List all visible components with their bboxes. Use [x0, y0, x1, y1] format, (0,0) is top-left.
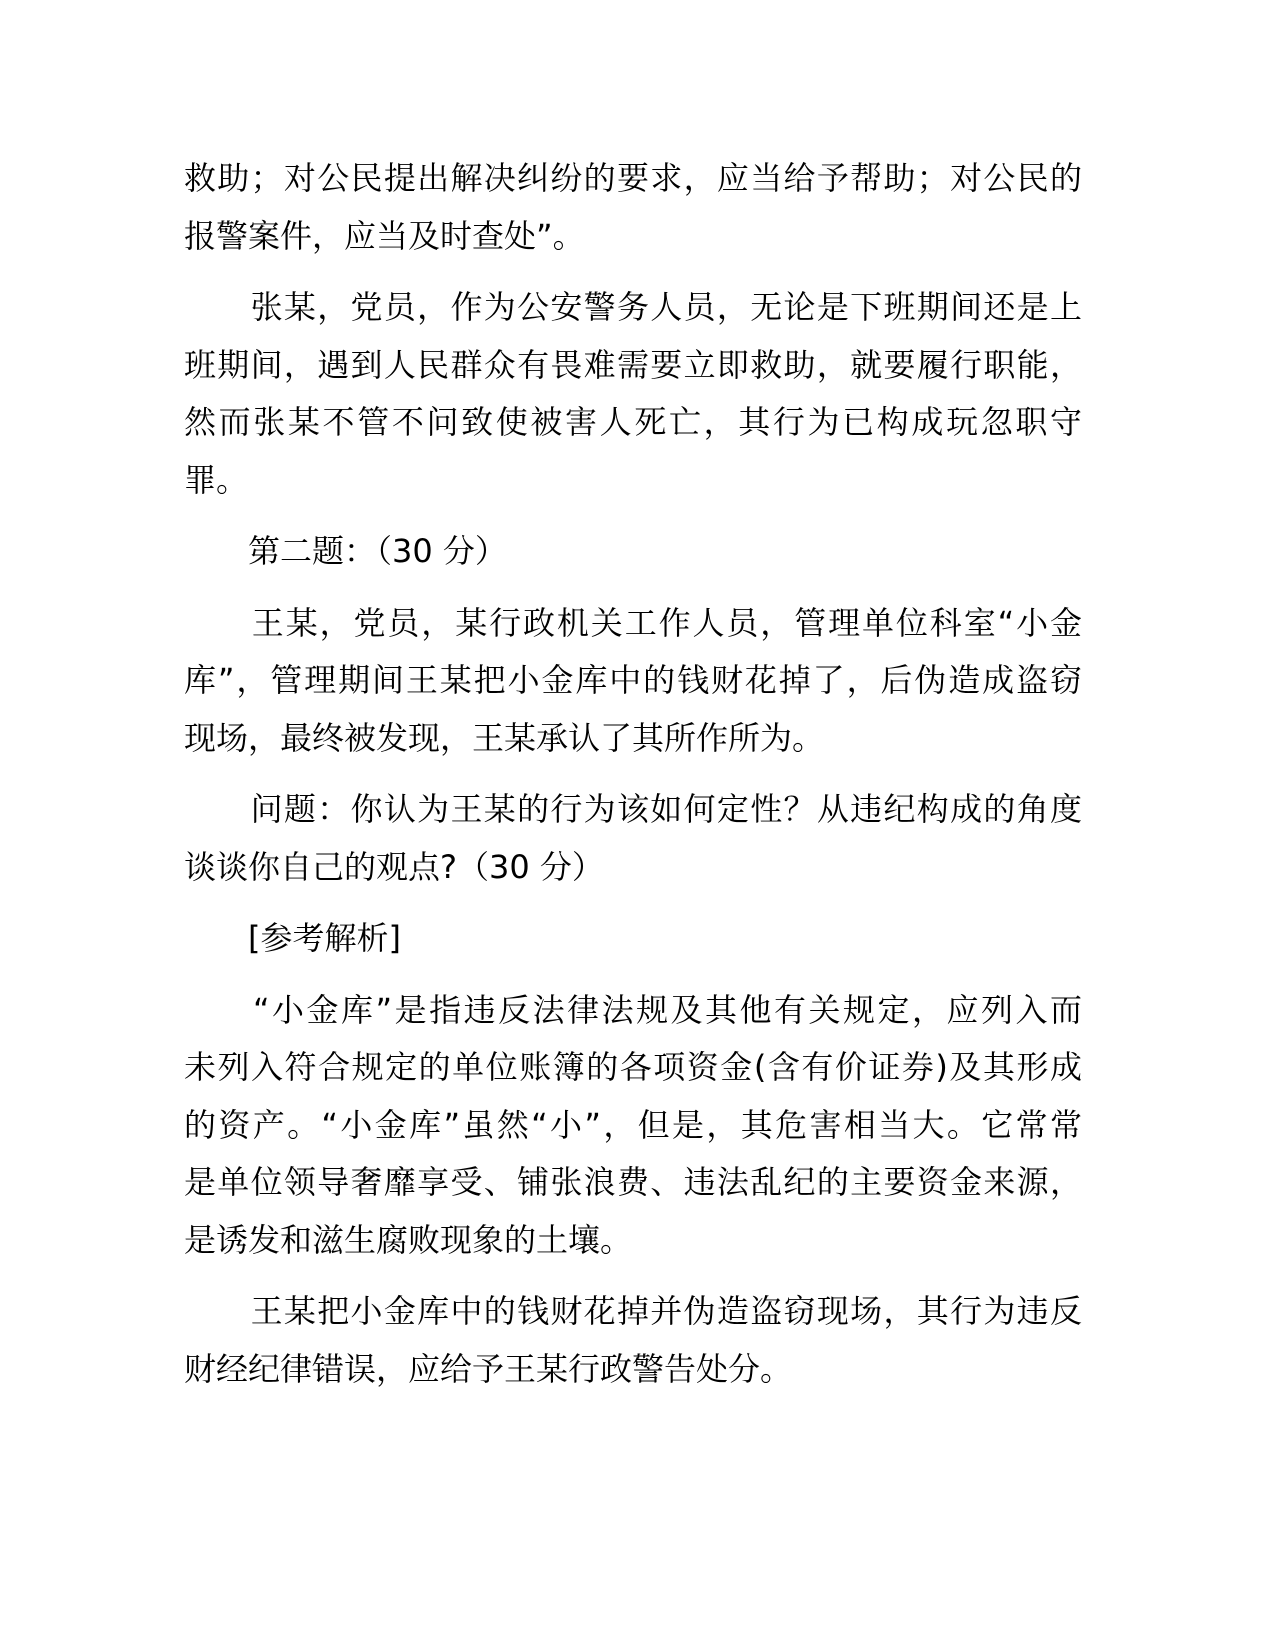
document-body [184, 150, 1082, 1398]
text-line: 王某，党员，某行政机关工作人员，管理单位科室“小金 [184, 603, 1082, 642]
paragraph [184, 910, 1082, 968]
text-line: “小金库”是指违反法律法规及其他有关规定，应列入而 [184, 990, 1082, 1029]
text-line: 谈谈你自己的观点?（30 分） [184, 847, 604, 886]
text-line: 王某把小金库中的钱财花掉并伪造盗窃现场，其行为违反 [184, 1292, 1082, 1330]
paragraph [184, 982, 1082, 1270]
paragraph-spacer [184, 1269, 1082, 1283]
paragraph [184, 279, 1082, 509]
text-line: [参考解析] [184, 919, 401, 957]
paragraph [184, 595, 1082, 768]
paragraph-spacer [184, 767, 1082, 781]
paragraph-spacer [184, 265, 1082, 279]
text-line: 是单位领导奢靡享受、铺张浪费、违法乱纪的主要资金来源， [184, 1163, 1082, 1201]
text-line: 问题：你认为王某的行为该如何定性？从违纪构成的角度 [184, 790, 1082, 828]
paragraph [184, 150, 1082, 265]
text-line: 然而张某不管不问致使被害人死亡，其行为已构成玩忽职守 [184, 403, 1082, 441]
text-line: 的资产。“小金库”虽然“小”，但是，其危害相当大。它常常 [184, 1105, 1082, 1144]
paragraph [184, 523, 1082, 581]
text-line: 现场，最终被发现，王某承认了其所作所为。 [184, 718, 825, 757]
paragraph [184, 1283, 1082, 1398]
text-line: 救助；对公民提出解决纠纷的要求，应当给予帮助；对公民的 [184, 159, 1082, 197]
text-line: 未列入符合规定的单位账簿的各项资金(含有价证券)及其形成 [184, 1048, 1082, 1086]
text-line: 罪。 [184, 460, 249, 499]
text-line: 库”，管理期间王某把小金库中的钱财花掉了，后伪造成盗窃 [184, 661, 1082, 699]
text-line: 财经纪律错误，应给予王某行政警告处分。 [184, 1349, 793, 1388]
text-line: 第二题：（30 分） [184, 532, 507, 570]
paragraph-spacer [184, 896, 1082, 910]
paragraph [184, 781, 1082, 896]
paragraph-spacer [184, 509, 1082, 523]
paragraph-spacer [184, 581, 1082, 595]
text-line: 报警案件，应当及时查处”。 [184, 216, 585, 255]
paragraph-spacer [184, 968, 1082, 982]
text-line: 是诱发和滋生腐败现象的土壤。 [184, 1220, 633, 1259]
text-line: 班期间，遇到人民群众有畏难需要立即救助，就要履行职能， [184, 345, 1082, 384]
text-line: 张某，党员，作为公安警务人员，无论是下班期间还是上 [184, 288, 1082, 326]
